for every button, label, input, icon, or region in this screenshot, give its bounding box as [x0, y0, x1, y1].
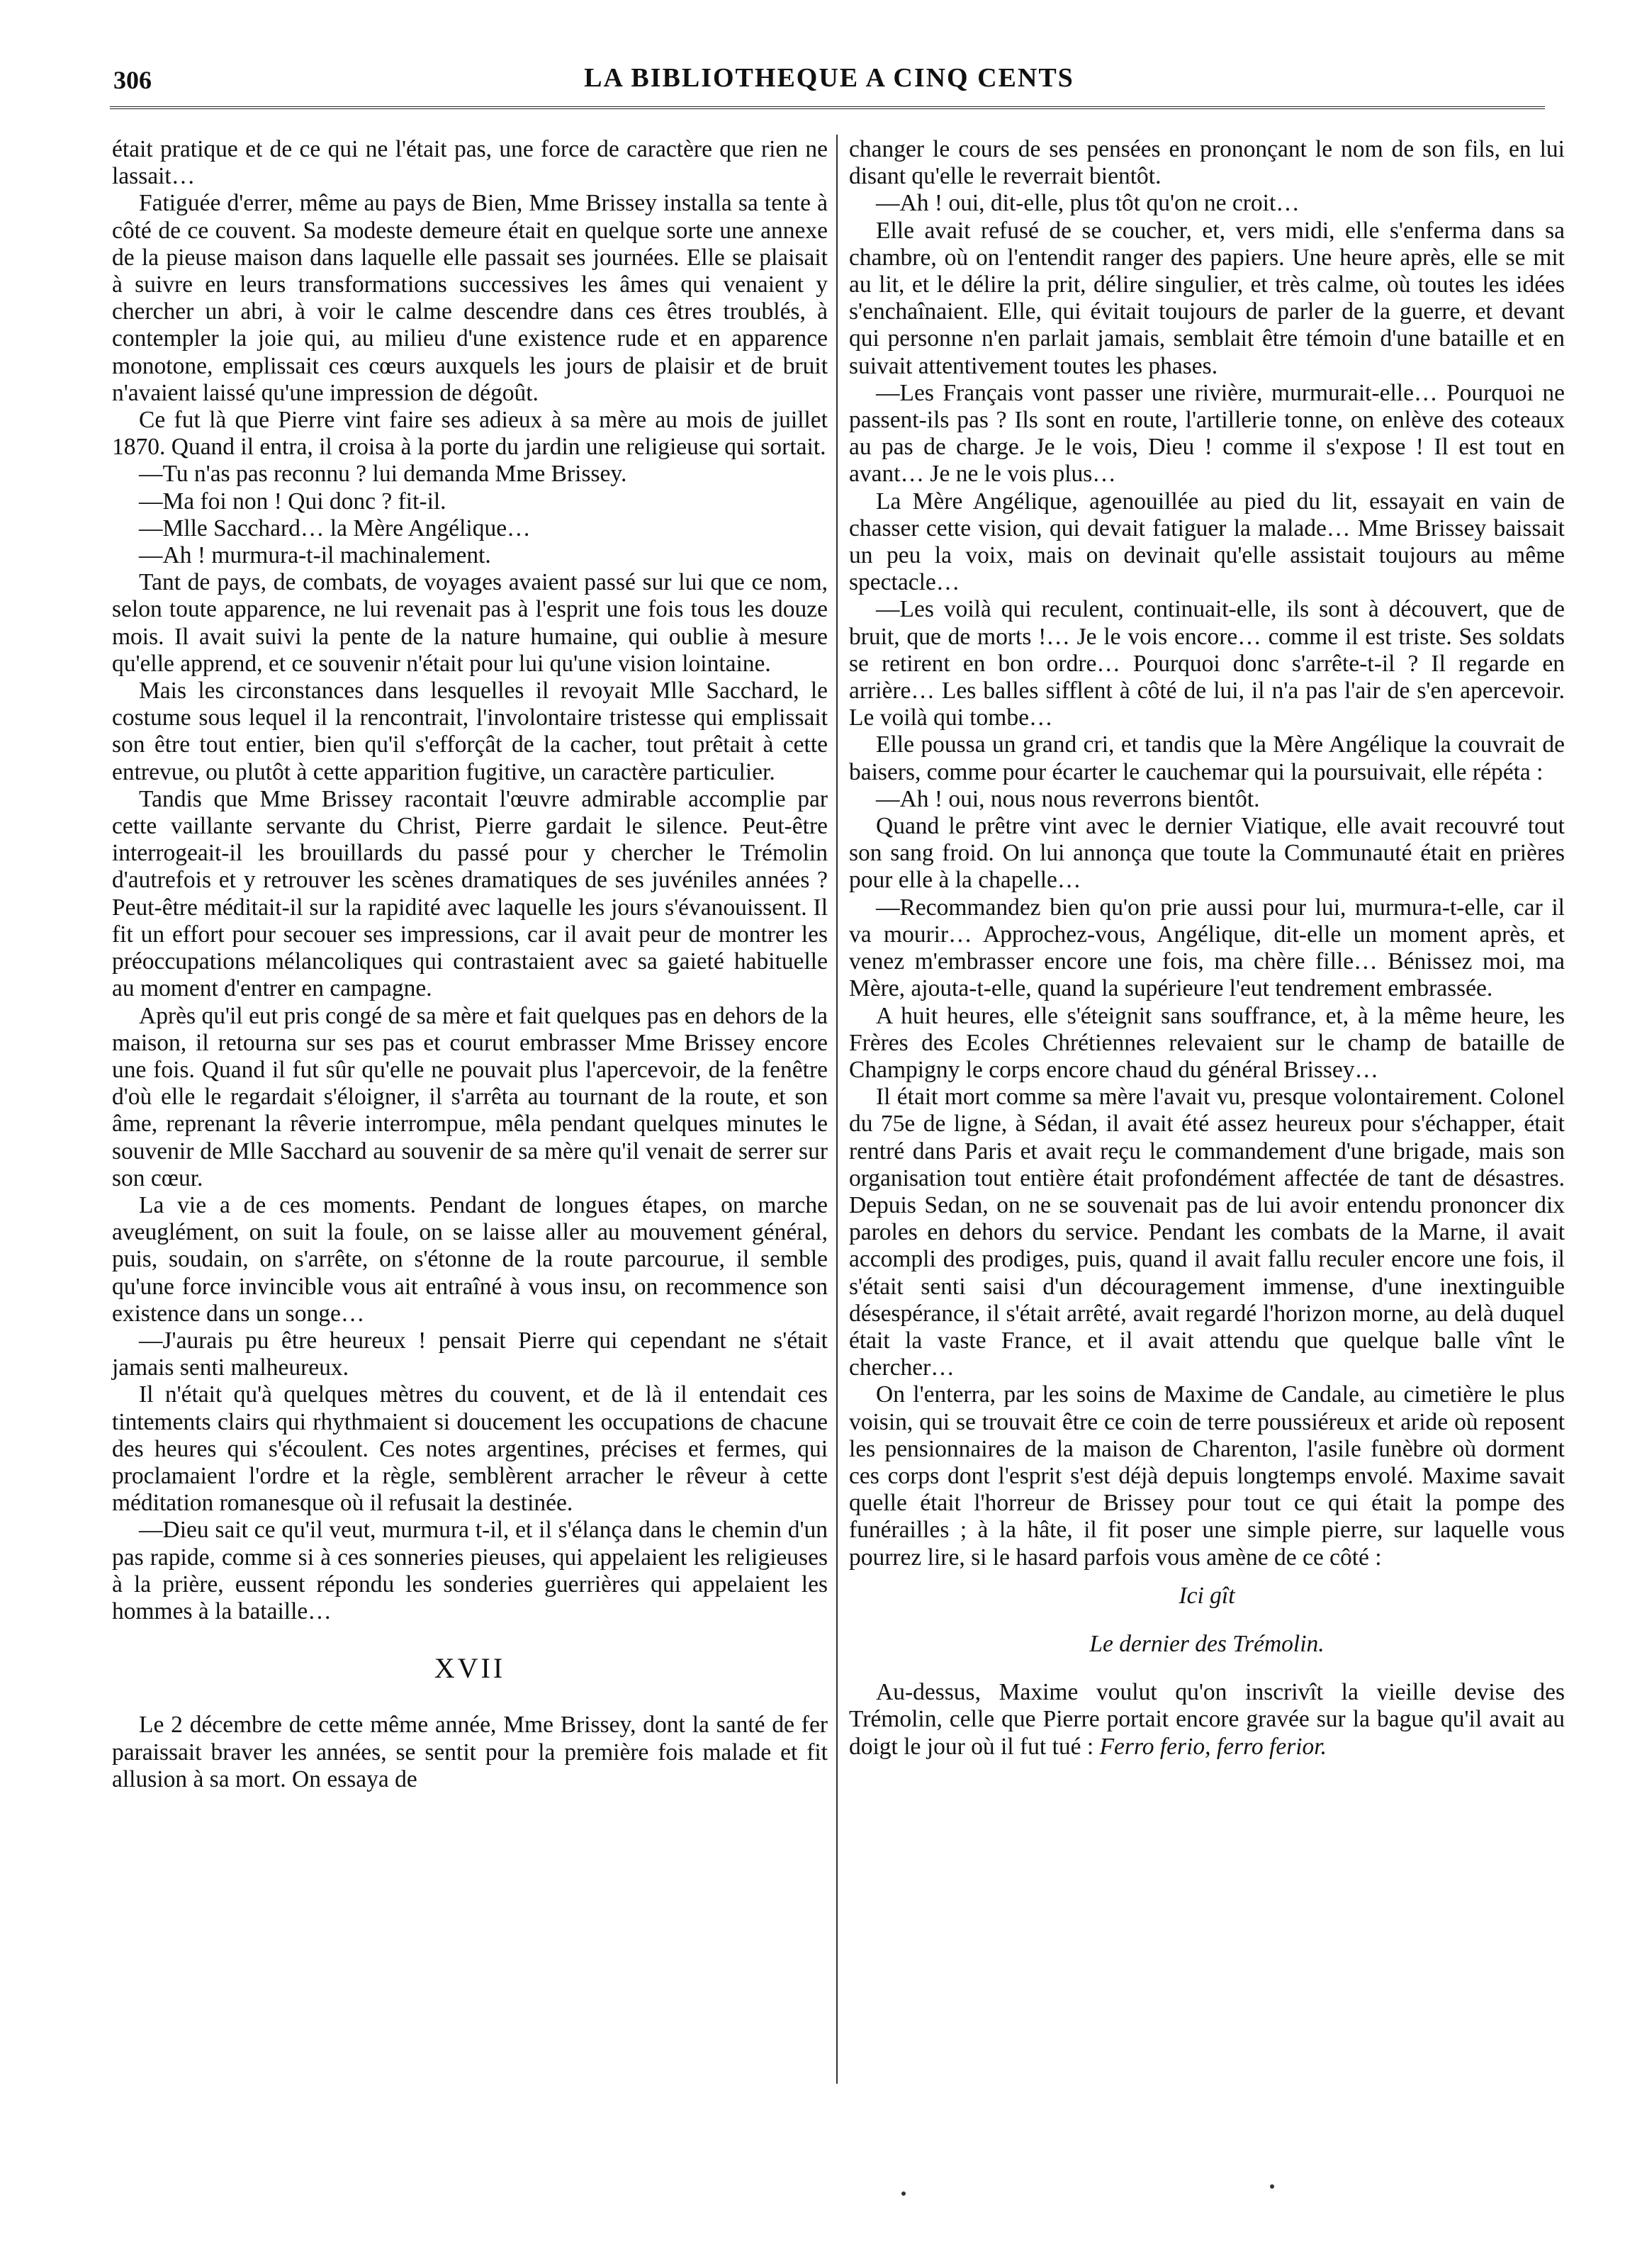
- closing-paragraph: [849, 1679, 1565, 1761]
- paragraph: Le 2 décembre de cette même année, Mme Brissey, dont la santé de fer paraissait braver les années, se sentit pour la première fois malade et fit allusion à sa mort. On essaya de: [112, 1712, 828, 1792]
- paragraph: Elle poussa un grand cri, et tandis que la Mère Angélique la couvrait de baisers, comme pour écarter le cauchemar qui la poursuivait, elle répéta :: [849, 731, 1565, 785]
- paragraph: Mais les circonstances dans lesquelles il revoyait Mlle Sacchard, le costume sous lequel il la rencontrait, l'involontaire tristesse qui emplissait son être tout entier, bien qu'il s'efforçât de la cacher, tout prêtait à cette entrevue, ou plutôt à cette apparition fugitive, un caractère particulier.: [112, 678, 828, 785]
- column-divider: [836, 135, 838, 2084]
- page-number: 306: [113, 66, 152, 94]
- paragraph: —Recommandez bien qu'on prie aussi pour lui, murmura-t-elle, car il va mourir… Approchez-vous, Angélique, dit-elle un moment après, et venez m'embrasser encore une fois, ma chère fille… Bénissez moi, ma Mère, ajouta-t-elle, quand la supérieure l'eut tendrement embrassée.: [849, 894, 1565, 1002]
- running-title: LA BIBLIOTHEQUE A CINQ CENTS: [584, 63, 1074, 93]
- paragraph: On l'enterra, par les soins de Maxime de Candale, au cimetière le plus voisin, qui se trouvait être ce coin de terre poussiéreux et aride où reposent les pensionnaires de la maison de Charenton, l'asile funèbre où dorment ces corps dont l'esprit s'est déjà depuis longtemps envolé. Maxime savait quelle était l'horreur de Brissey pour tout ce qui était la pompe des funérailles ; à la hâte, il fit poser une simple pierre, sur laquelle vous pourrez lire, si le hasard parfois vous amène de ce côté :: [849, 1381, 1565, 1571]
- chapter-heading: XVII: [434, 1652, 506, 1685]
- paragraph: —Ma foi non ! Qui donc ? fit-il.: [139, 488, 446, 515]
- paragraph: —Ah ! oui, nous nous reverrons bientôt.: [876, 785, 1260, 812]
- paragraph: —Ah ! oui, dit-elle, plus tôt qu'on ne croit…: [876, 190, 1300, 217]
- paragraph: Après qu'il eut pris congé de sa mère et fait quelques pas en dehors de la maison, il retourna sur ses pas et courut embrasser Mme Brissey encore une fois. Quand il fut sûr qu'elle ne pouvait plus l'apercevoir, de la fenêtre d'où elle le regardait s'éloigner, il s'arrêta au tournant de la route, et son âme, reprenant la rêverie interrompue, mêla pendant quelques minutes le souvenir de Mlle Sacchard au souvenir de sa mère qu'il venait de serrer sur son cœur.: [112, 1002, 828, 1191]
- header-rule: [110, 106, 1545, 109]
- paragraph: Elle avait refusé de se coucher, et, vers midi, elle s'enferma dans sa chambre, où on l'entendit ranger des papiers. Une heure après, elle se mit au lit, et le délire la prit, délire singulier, et très calme, où toutes les idées s'enchaînaient. Elle, qui évitait toujours de parler de la guerre, et devant qui personne n'en parlait jamais, semblait être témoin d'une bataille et en suivait attentivement toutes les phases.: [849, 217, 1565, 379]
- paragraph: changer le cours de ses pensées en prononçant le nom de son fils, en lui disant qu'elle le reverrait bientôt.: [849, 136, 1565, 190]
- paragraph: était pratique et de ce qui ne l'était pas, une force de caractère que rien ne lassait…: [112, 136, 828, 190]
- epitaph-line-1: Ici gît: [1179, 1582, 1235, 1609]
- paragraph: Il n'était qu'à quelques mètres du couvent, et de là il entendait ces tintements clairs qui rhythmaient si doucement les occupations de chacune des heures qui s'écoulent. Ces notes argentines, précises et fermes, qui proclamaient l'ordre et la règle, semblèrent arracher le rêveur à cette méditation romanesque où il refusait la destinée.: [112, 1381, 828, 1517]
- right-column: [849, 136, 1565, 1761]
- epitaph-line-2: Le dernier des Trémolin.: [1089, 1630, 1325, 1657]
- left-column: [112, 136, 828, 1793]
- paragraph: Fatiguée d'errer, même au pays de Bien, Mme Brissey installa sa tente à côté de ce couvent. Sa modeste demeure était en quelque sorte une annexe de la pieuse maison dans laquelle elle passait ses journées. Elle se plaisait à suivre en leurs transformations successives les âmes qui venaient y chercher un abri, à voir le calme descendre dans ces êtres troublés, à contempler la joie qui, au milieu d'une existence rude et en apparence monotone, emplissait ces cœurs auxquels les jours de plaisir et de bruit n'avaient laissé qu'une impression de dégoût.: [112, 190, 828, 406]
- paragraph: —Dieu sait ce qu'il veut, murmura t-il, et il s'élança dans le chemin d'un pas rapide, comme si à ces sonneries pieuses, qui appelaient les religieuses à la prière, eussent répondu les sonderies guerrières qui appelaient les hommes à la bataille…: [112, 1517, 828, 1624]
- paragraph: —Mlle Sacchard… la Mère Angélique…: [139, 515, 531, 541]
- paragraph: Ce fut là que Pierre vint faire ses adieux à sa mère au mois de juillet 1870. Quand il entra, il croisa à la porte du jardin une religieuse qui sortait.: [112, 407, 828, 461]
- paragraph: —J'aurais pu être heureux ! pensait Pierre qui cependant ne s'était jamais senti malheureux.: [112, 1327, 828, 1381]
- paragraph: A huit heures, elle s'éteignit sans souffrance, et, à la même heure, les Frères des Ecoles Chrétiennes relevaient sur le champ de bataille de Champigny le corps encore chaud du général Brissey…: [849, 1002, 1565, 1083]
- paragraph: La Mère Angélique, agenouillée au pied du lit, essayait en vain de chasser cette vision, qui devait fatiguer la malade… Mme Brissey baissait un peu la voix, mais on devinait qu'elle assistait toujours au même spectacle…: [849, 488, 1565, 596]
- print-speck: [901, 2191, 906, 2196]
- page-header: [113, 62, 1545, 105]
- paragraph: La vie a de ces moments. Pendant de longues étapes, on marche aveuglément, on suit la foule, on se laisse aller au mouvement général, puis, soudain, on s'arrête, on s'étonne de la route parcourue, il semble qu'une force invincible vous ait entraîné à vous insu, on recommence son existence dans un songe…: [112, 1191, 828, 1327]
- paragraph: —Ah ! murmura-t-il machinalement.: [139, 542, 491, 569]
- print-speck: [1270, 2184, 1274, 2189]
- paragraph: —Tu n'as pas reconnu ? lui demanda Mme Brissey.: [139, 461, 627, 488]
- paragraph: —Les Français vont passer une rivière, murmurait-elle… Pourquoi ne passent-ils pas ? Ils sont en route, l'artillerie tonne, on enlève des coteaux au pas de charge. Je le vois, Dieu ! comme il s'expose ! Il est tout en avant… Je ne le vois plus…: [849, 379, 1565, 488]
- motto: Ferro ferio, ferro ferior.: [1099, 1733, 1327, 1760]
- paragraph: Tandis que Mme Brissey racontait l'œuvre admirable accomplie par cette vaillante servante du Christ, Pierre gardait le silence. Peut-être interrogeait-il les brouillards du passé pour y chercher le Trémolin d'autrefois et y retrouver les scènes dramatiques de ses juvéniles années ? Peut-être méditait-il sur la rapidité avec laquelle les jours s'évanouissent. Il fit un effort pour secouer ses impressions, car il avait peur de montrer les préoccupations mélancoliques qui contrastaient avec sa gaieté habituelle au moment d'entrer en campagne.: [112, 785, 828, 1002]
- closing-text: Au-dessus, Maxime voulut qu'on inscrivît la vieille devise des Trémolin, celle que Pierre portait encore gravée sur la bague qu'il avait au doigt le jour où il fut tué :: [849, 1679, 1565, 1760]
- paragraph: Il était mort comme sa mère l'avait vu, presque volontairement. Colonel du 75e de ligne, à Sédan, il avait été assez heureux pour s'échapper, était rentré dans Paris et avait reçu le commandement d'une brigade, mais son organisation tout entière était profondément affectée de tant de désastres. Depuis Sedan, on ne se souvenait pas de lui avoir entendu prononcer dix paroles en dehors du service. Pendant les combats de la Marne, il avait accompli des prodiges, puis, quand il avait fallu reculer encore une fois, il s'était senti saisi d'un découragement immense, d'une inextinguible désespérance, il s'était arrêté, avait regardé l'horizon morne, au delà duquel était la vaste France, et il avait attendu que quelque balle vînt le chercher…: [849, 1084, 1565, 1381]
- paragraph: —Les voilà qui reculent, continuait-elle, ils sont à découvert, que de bruit, que de morts !… Je le vois encore… comme il est triste. Ses soldats se retirent en bon ordre… Pourquoi donc s'arrête-t-il ? Il regarde en arrière… Les balles sifflent à côté de lui, il n'a pas l'air de s'en apercevoir. Le voilà qui tombe…: [849, 596, 1565, 731]
- paragraph: Tant de pays, de combats, de voyages avaient passé sur lui que ce nom, selon toute apparence, ne lui revenait pas à l'esprit une fois tous les douze mois. Il avait suivi la pente de la nature humaine, qui oublie à mesure qu'elle apprend, et ce souvenir n'était pour lui qu'une vision lointaine.: [112, 569, 828, 677]
- paragraph: Quand le prêtre vint avec le dernier Viatique, elle avait recouvré tout son sang froid. On lui annonça que toute la Communauté était en prières pour elle à la chapelle…: [849, 813, 1565, 894]
